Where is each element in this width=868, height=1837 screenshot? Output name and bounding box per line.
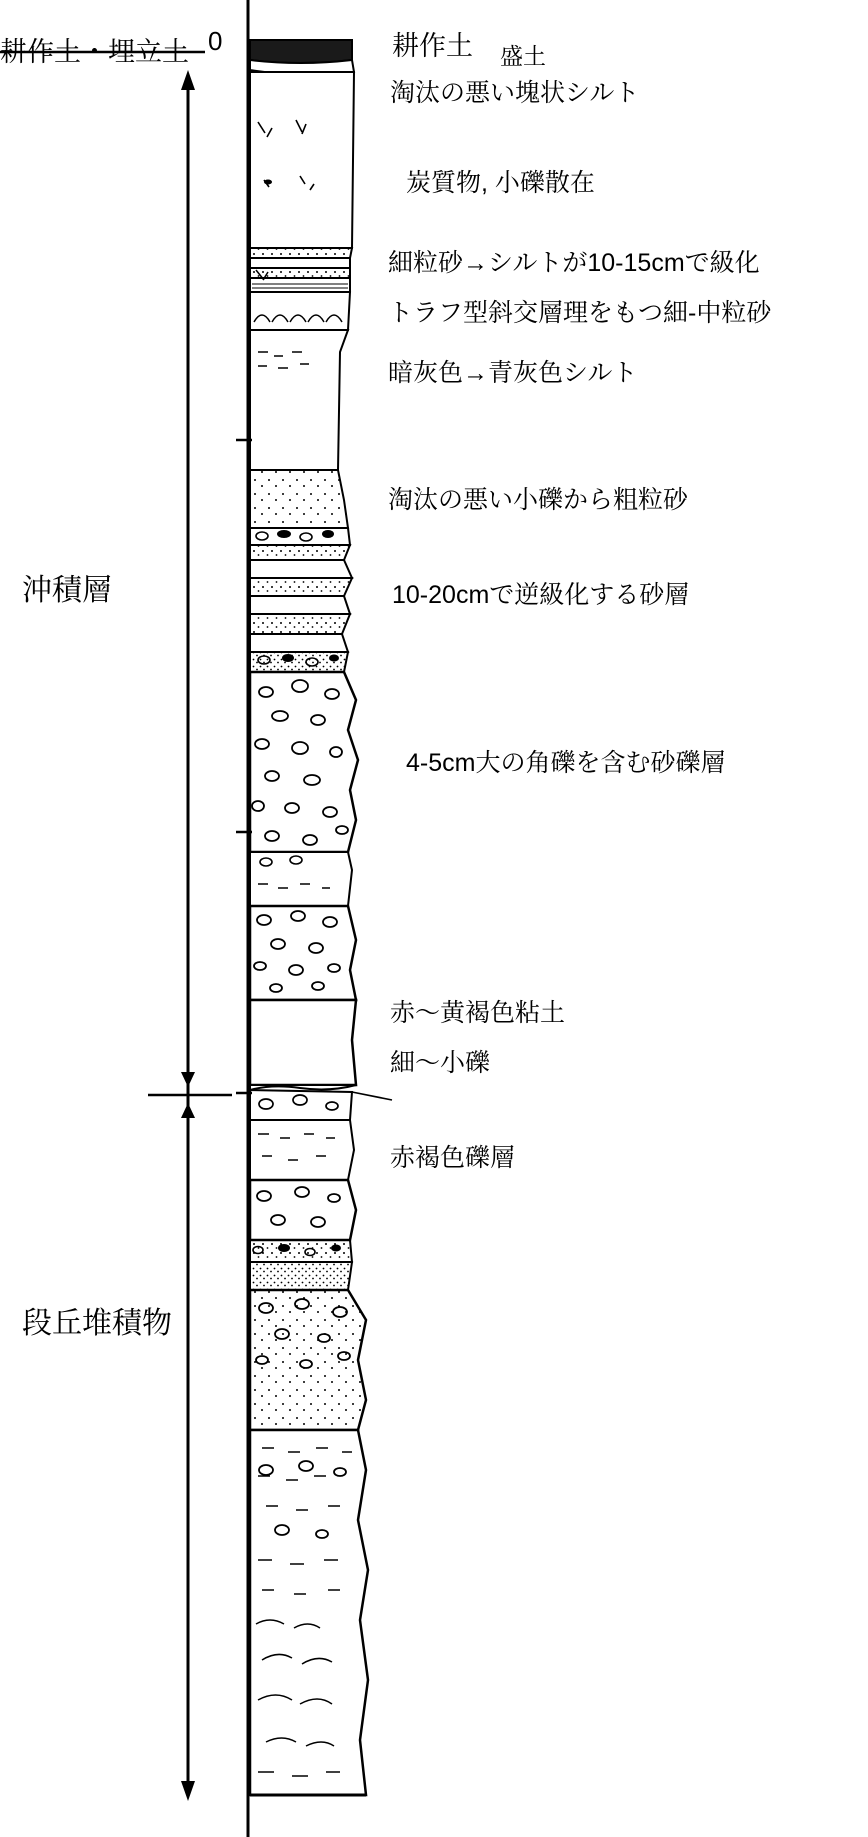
annotation-trough-cross-bedding: トラフ型斜交層理をもつ細-中粒砂 [388, 299, 772, 327]
annotation-carbonaceous-gravel: 炭質物, 小礫散在 [406, 169, 595, 197]
annotation-fill-soil: 盛土 [500, 43, 546, 69]
annotation-fine-small-gravel: 細〜小礫 [390, 1049, 491, 1077]
annotation-red-brown-gravel: 赤褐色礫層 [390, 1144, 516, 1172]
left-label-terrace-deposits: 段丘堆積物 [22, 1307, 172, 1340]
annotation-reverse-graded-sand: 10-20cmで逆級化する砂層 [392, 581, 690, 609]
left-label-alluvium: 沖積層 [22, 574, 112, 607]
annotation-cultivated-soil: 耕作土 [392, 31, 473, 61]
annotation-gray-silt: 暗灰色→青灰色シルト [388, 359, 638, 387]
left-label-topsoil: 耕作土・埋立土 [0, 37, 189, 67]
annotation-angular-gravel: 4-5cm大の角礫を含む砂礫層 [406, 749, 726, 777]
depth-zero-label: 0 [208, 26, 223, 56]
annotation-red-yellow-clay: 赤〜黄褐色粘土 [390, 999, 566, 1027]
annotation-massive-silt: 淘汰の悪い塊状シルト [390, 79, 640, 107]
annotation-poorly-sorted-gravel: 淘汰の悪い小礫から粗粒砂 [388, 486, 689, 514]
annotation-graded-fine-sand: 細粒砂→シルトが10-15cmで級化 [388, 249, 760, 277]
